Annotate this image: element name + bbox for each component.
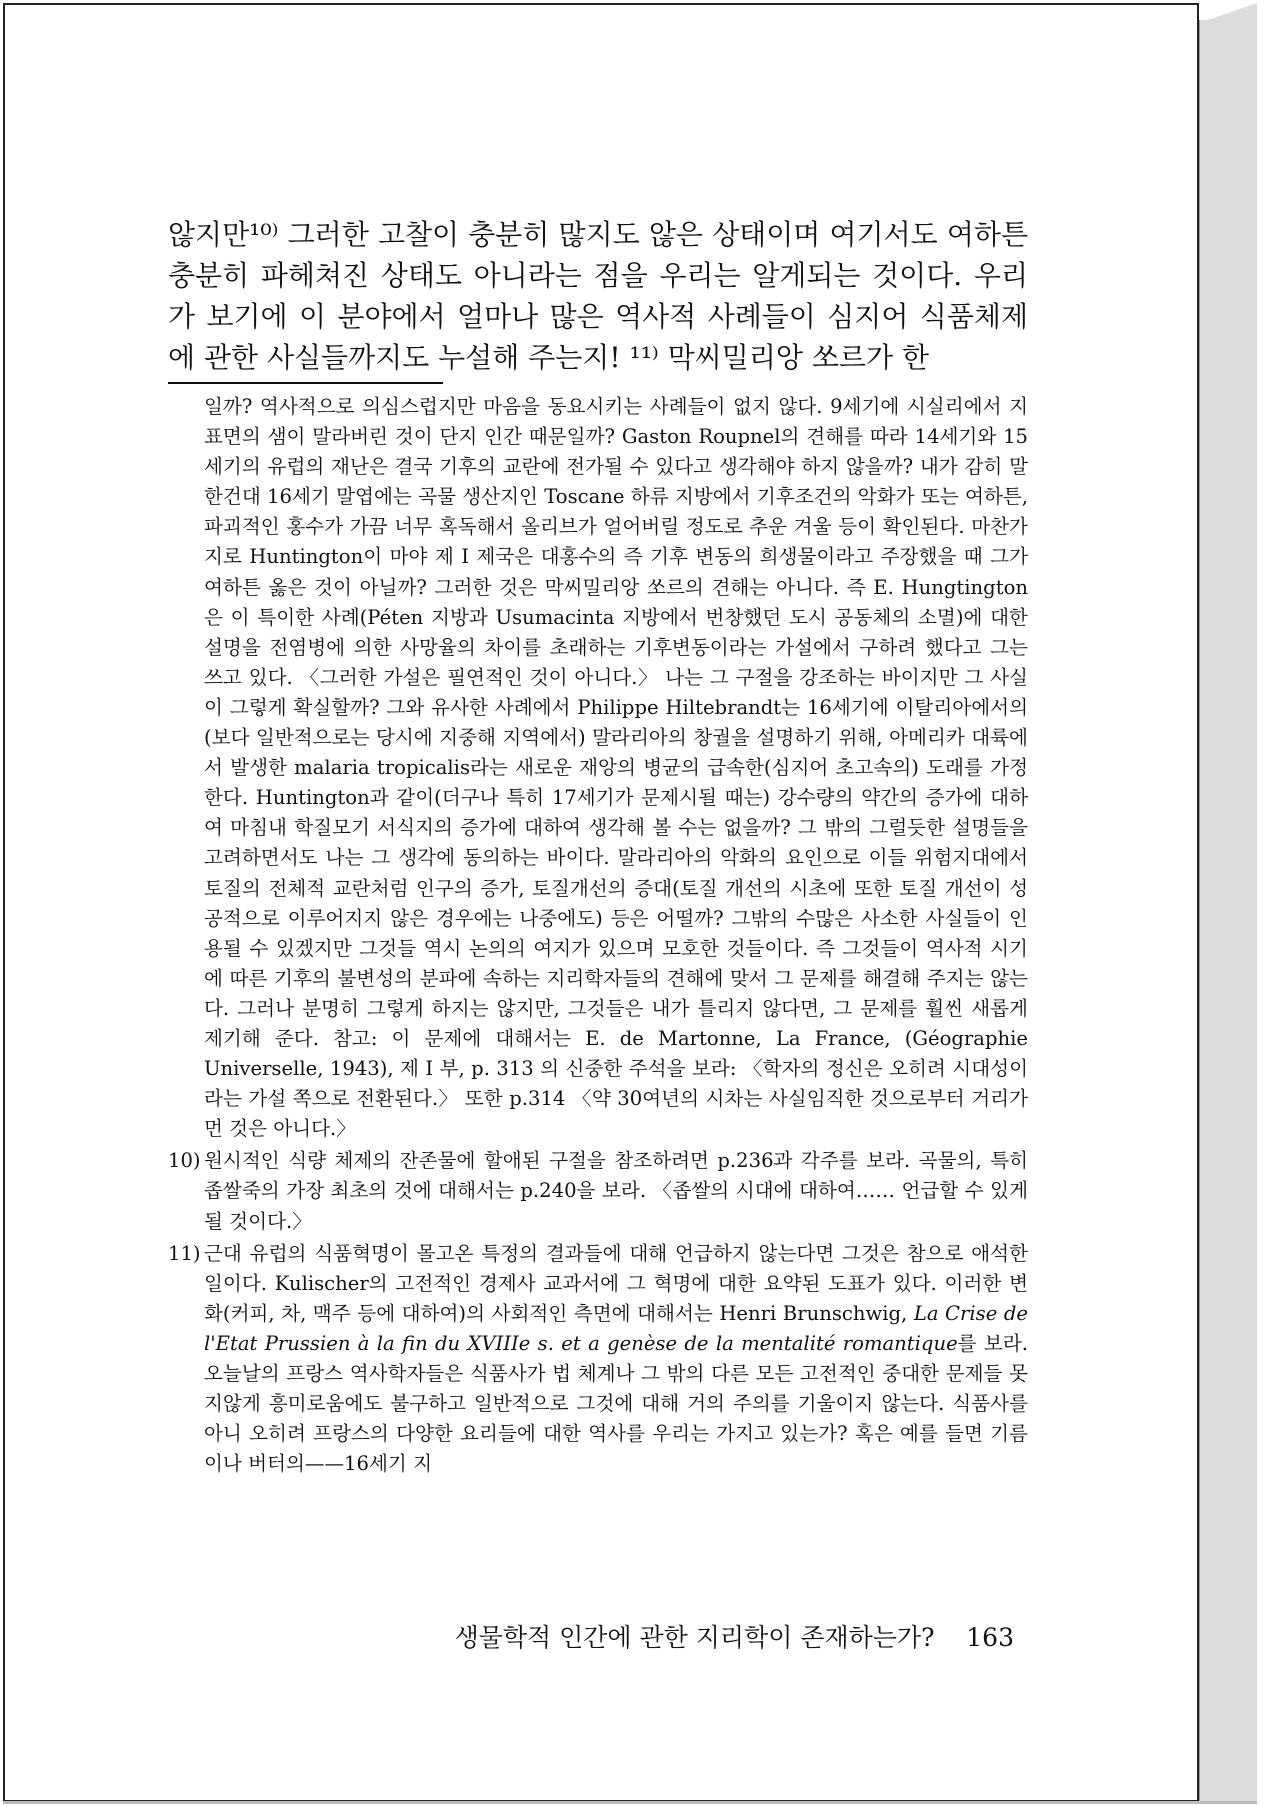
main-paragraph: 않지만¹⁰⁾ 그러한 고찰이 충분히 많지도 않은 상태이며 여기서도 여하튼 충분히 파헤쳐진 상태도 아니라는 점을 우리는 알게되는 것이다. 우리가 보기에 이 분야에서 얼마나 많은 역사적 사례들이 심지어 식품체제에 관한 사실들까지도 누설해 주는지! ¹¹⁾ 막씨밀리앙 쏘르가 한 bbox=[168, 218, 1028, 374]
page-stack-edge bbox=[1199, 20, 1257, 1804]
footnote-11 bbox=[168, 1239, 1028, 1480]
main-text bbox=[168, 214, 1028, 378]
footnote-text: 근대 유럽의 식품혁명이 몰고온 특정의 결과들에 대해 언급하지 않는다면 그것은 참으로 애석한 일이다. Kulischer의 고전적인 경제사 교과서에 그 혁명에 대한 요약된 도표가 있다. 이러한 변화(커피, 차, 맥주 등에 대하여)의 사회적인 측면에 대해서는 Henri Brunschwig, bbox=[204, 1241, 1028, 1325]
footnote-number: 10) bbox=[168, 1149, 201, 1173]
footnote-10 bbox=[168, 1146, 1028, 1236]
footnote-continuation: 일까? 역사적으로 의심스럽지만 마음을 동요시키는 사례들이 없지 않다. 9세기에 시실리에서 지표면의 샘이 말라버린 것이 단지 인간 때문일까? Gaston Roupnel의 견해를 따라 14세기와 15세기의 유럽의 재난은 결국 기후의 교란에 전가될 수 있다고 생각해야 하지 않을까? 내가 감히 말한건대 16세기 말엽에는 곡물 생산지인 Toscane 하류 지방에서 기후조건의 악화가 또는 여하튼, 파괴적인 홍수가 가끔 너무 혹독해서 올리브가 얼어버릴 정도로 추운 겨울 등이 확인된다. 마찬가지로 Huntington이 마야 제 I 제국은 대홍수의 즉 기후 변동의 희생물이라고 주장했을 때 그가 여하튼 옳은 것이 아닐까? 그러한 것은 막씨밀리앙 쏘르의 견해는 아니다. 즉 E. Hungtington은 이 특이한 사례(Péten 지방과 Usumacinta 지방에서 번창했던 도시 공동체의 소멸)에 대한 설명을 전염병에 의한 사망율의 차이를 초래하는 기후변동이라는 가설에서 구하려 했다고 그는 쓰고 있다. 〈그러한 가설은 필연적인 것이 아니다.〉 나는 그 구절을 강조하는 바이지만 그 사실이 그렇게 확실할까? 그와 유사한 사례에서 Philippe Hiltebrandt는 16세기에 이탈리아에서의(보다 일반적으로는 당시에 지중해 지역에서) 말라리아의 창궐을 설명하기 위해, 아메리카 대륙에서 발생한 malaria tropicalis라는 새로운 재앙의 병균의 급속한(심지어 초고속의) 도래를 가정한다. Huntington과 같이(더구나 특히 17세기가 문제시될 때는) 강수량의 약간의 증가에 대하여 마침내 학질모기 서식지의 증가에 대하여 생각해 볼 수는 없을까? 그 밖의 그럴듯한 설명들을 고려하면서도 나는 그 생각에 동의하는 바이다. 말라리아의 악화의 요인으로 이들 위험지대에서 토질의 전체적 교란처럼 인구의 증가, 토질개선의 증대(토질 개선의 시초에 또한 토질 개선이 성공적으로 이루어지지 않은 경우에는 나중에도) 등은 어떨까? 그밖의 수많은 사소한 사실들이 인용될 수 있겠지만 그것들 역시 논의의 여지가 있으며 모호한 것들이다. 즉 그것들이 역사적 시기에 따른 기후의 불변성의 분파에 속하는 지리학자들의 견해에 맞서 그 문제를 해결해 주지는 않는다. 그러나 분명히 그렇게 하지는 않지만, 그것들은 내가 틀리지 않다면, 그 문제를 훨씬 새롭게 제기해 준다. 참고: 이 문제에 대해서는 E. de Martonne, La France, (Géographie Universelle, 1943), 제 I 부, p. 313 의 신중한 주석을 보라: 〈학자의 정신은 오히려 시대성이라는 가설 쪽으로 전환된다.〉 또한 p.314 〈약 30여년의 시차는 사실임직한 것으로부터 거리가 먼 것은 아니다.〉 bbox=[204, 395, 1028, 1141]
footnote-text: 를 보라. 오늘날의 프랑스 역사학자들은 식품사가 법 체계나 그 밖의 다른 모든 고전적인 중대한 문제들 못지않게 흥미로움에도 불구하고 일반적으로 그것에 대해 거의 주의를 기울이지 않는다. 식품사를 아니 오히려 프랑스의 다양한 요리들에 대한 역사를 우리는 가지고 있는가? 혹은 예를 들면 기름이나 버터의——16세기 지 bbox=[204, 1331, 1028, 1476]
page-shadow bbox=[3, 1801, 1257, 1804]
page-content bbox=[168, 214, 1028, 1479]
footnote-number: 11) bbox=[168, 1241, 201, 1265]
page-number: 163 bbox=[966, 1623, 1014, 1652]
page-footer bbox=[168, 1618, 1014, 1654]
citation-title-italic: La Crise de l'Etat Prussien à la fin du XVIIIe s. bbox=[204, 1301, 1029, 1355]
footnote-separator bbox=[168, 382, 443, 384]
citation-connector: et bbox=[561, 1331, 581, 1355]
footnote-text: 원시적인 식량 체제의 잔존물에 할애된 구절을 참조하려면 p.236과 각주를 보라. 곡물의, 특히 좁쌀죽의 가장 최초의 것에 대해서는 p.240을 보라. 〈좁쌀의 시대에 대하여…… 언급할 수 있게 될 것이다.〉 bbox=[204, 1149, 1028, 1233]
citation-title-italic: a genèse de la mentalité romantique bbox=[588, 1331, 958, 1355]
running-title: 생물학적 인간에 관한 지리학이 존재하는가? bbox=[454, 1623, 935, 1652]
